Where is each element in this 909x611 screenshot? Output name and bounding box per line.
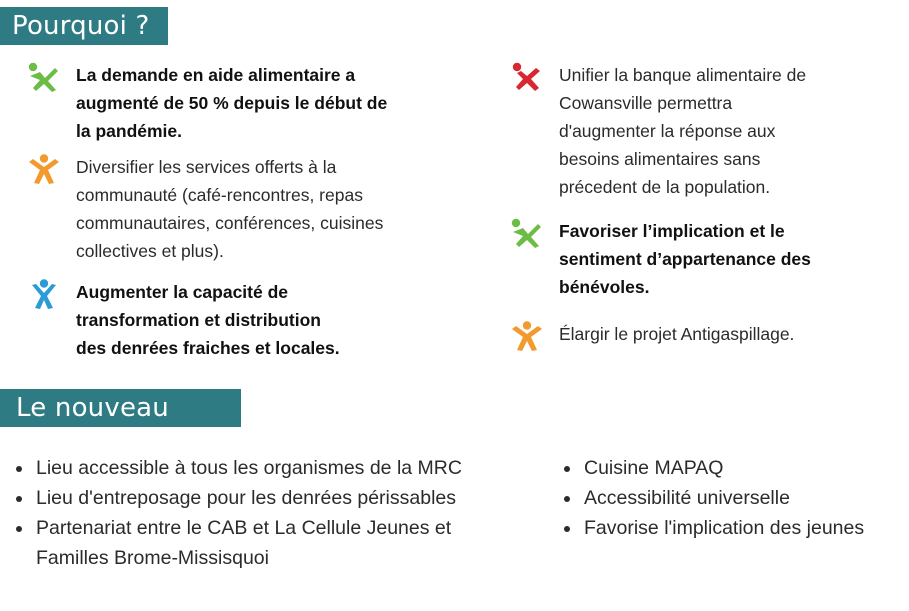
reason-text: Diversifier les services offerts à la communauté (café-rencontres, repas communautaires, conférences, cuisines collectives et plus). [76, 157, 384, 261]
reason-item [511, 218, 891, 301]
cab-features-list-right [560, 453, 905, 543]
section-title-cab: Le nouveau CAB [0, 389, 241, 427]
reason-item [511, 62, 891, 201]
reason-text: La demande en aide alimentaire a augmenté de 50 % depuis le début de la pandémie. [76, 65, 388, 141]
person-orange-icon [28, 154, 60, 184]
list-item: Accessibilité universelle [560, 483, 905, 513]
cab-features-list-left [12, 453, 512, 573]
list-item: Favorise l'implication des jeunes [560, 513, 905, 543]
section-title-pourquoi: Pourquoi ? [0, 7, 168, 45]
person-green-icon [28, 62, 60, 92]
person-blue-icon [28, 279, 60, 309]
person-green-icon [511, 218, 543, 248]
reason-item [28, 62, 448, 145]
reason-item [28, 279, 448, 362]
list-item: Cuisine MAPAQ [560, 453, 905, 483]
list-item: Partenariat entre le CAB et La Cellule Jeunes et Familles Brome-Missisquoi [12, 513, 512, 573]
list-item: Lieu d'entreposage pour les denrées périssables [12, 483, 512, 513]
reason-item [28, 154, 448, 265]
person-red-icon [511, 62, 543, 92]
reason-text: Unifier la banque alimentaire de Cowansville permettra d'augmenter la réponse aux besoins alimentaires sans précedent de la population. [559, 65, 807, 197]
reason-text: Favoriser l’implication et le sentiment d’appartenance des bénévoles. [559, 221, 811, 297]
list-item: Lieu accessible à tous les organismes de la MRC [12, 453, 512, 483]
reason-item [511, 321, 891, 351]
reason-text: Élargir le projet Antigaspillage. [559, 324, 795, 344]
person-orange-icon [511, 321, 543, 351]
reason-text: Augmenter la capacité de transformation et distribution des denrées fraiches et locales. [76, 282, 340, 358]
